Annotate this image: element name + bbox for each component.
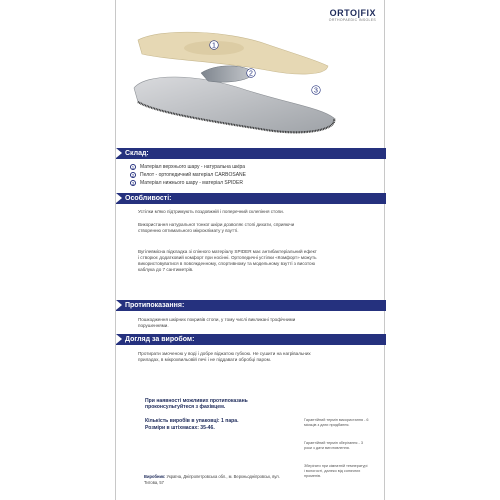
list-item	[130, 179, 380, 187]
advice-line-1: При наявності можливих протипоказань	[145, 398, 248, 404]
care-text: Протирати змоченою у воді і добре віджатою губкою. Не сушити на нагрівальних приладах, в мікрохвильовій печі і не піддавати обробці паром.	[138, 351, 311, 363]
header-arrow-icon	[116, 334, 122, 344]
header-arrow-icon	[116, 300, 122, 310]
number-badge: 1	[131, 164, 135, 170]
features-paragraph-3: Вугілевмісна підкладка зі спінного матеріалу SPIDER має антибактеріальний ефект і створює додатковий комфорт при носінні. Ортопедичні устілки «Комфорт» можуть використовуватися в повсякденному, спортивному та модельному взутті з висотою каблука до 7 сантиметрів.	[138, 249, 317, 273]
composition-list	[130, 163, 380, 187]
package-quantity: Кількість виробів в упаковці: 1 пара.	[145, 418, 239, 425]
number-badge: 2	[131, 172, 135, 178]
size-range: Розміри в штіхмасах: 35-46.	[145, 424, 215, 431]
care-title: Догляд за виробом:	[125, 336, 195, 343]
contraindications-title: Протипоказання:	[125, 302, 185, 309]
warranty-note: Гарантійний термін використання - 6 місяців з дати придбання.	[304, 418, 369, 427]
composition-title: Склад:	[125, 150, 149, 157]
list-item	[130, 163, 380, 171]
features-paragraph-2: Використання натуральної тонкої шкіри дозволяє стопі дихати, сприяючи створенню оптимального мікроклімату у взутті.	[138, 222, 295, 234]
manufacturer-info	[144, 474, 294, 485]
header-arrow-icon	[116, 193, 122, 203]
storage-note: Зберігати при кімнатній температурі і вологості, далеко від сонячних променів.	[304, 464, 368, 478]
advice-line-2: проконсультуйтеся з фахівцем.	[145, 404, 226, 411]
features-paragraph-1: Устілки м'яко підтримують поздовжній і поперечний склепіння стопи.	[138, 209, 284, 214]
composition-text: Пелот - ортопедичний матеріал CARBOSANE	[140, 172, 246, 178]
brand-name: ORTO|FIX	[329, 8, 376, 18]
callout-3-label: 3	[314, 87, 318, 95]
composition-text: Матеріал нижнього шару - матеріал SPIDER	[140, 180, 243, 186]
brand-tagline: ORTHOPAEDIC INSOLES	[328, 18, 376, 22]
list-item	[130, 171, 380, 179]
bottom-layer	[134, 77, 334, 132]
composition-header	[116, 148, 386, 159]
features-header	[116, 193, 386, 204]
advice-block	[145, 398, 248, 431]
product-leaflet	[115, 0, 385, 500]
insole-layers-illustration	[116, 18, 386, 148]
features-title: Особливості:	[125, 195, 172, 202]
header-arrow-icon	[116, 148, 122, 158]
contraindications-header	[116, 300, 386, 311]
callout-2-label: 2	[249, 70, 253, 78]
number-badge: 3	[131, 180, 135, 186]
composition-text: Матеріал верхнього шару - натуральна шкіра	[140, 164, 246, 170]
manufacturer-address: Україна, Дніпропетровська обл., м. Верхньодніпровськ, вул. Титова, 57	[144, 474, 280, 485]
care-header	[116, 334, 386, 345]
contraindications-text: Пошкодження шкірних покривів стопи, у тому числі викликані трофічними порушеннями.	[138, 317, 296, 329]
shelf-life-note: Гарантійний термін зберігання - 3 роки з дати виготовлення.	[304, 441, 363, 450]
pelot	[201, 66, 254, 82]
callout-1-label: 1	[212, 42, 216, 50]
manufacturer-label: Виробник:	[144, 474, 166, 479]
